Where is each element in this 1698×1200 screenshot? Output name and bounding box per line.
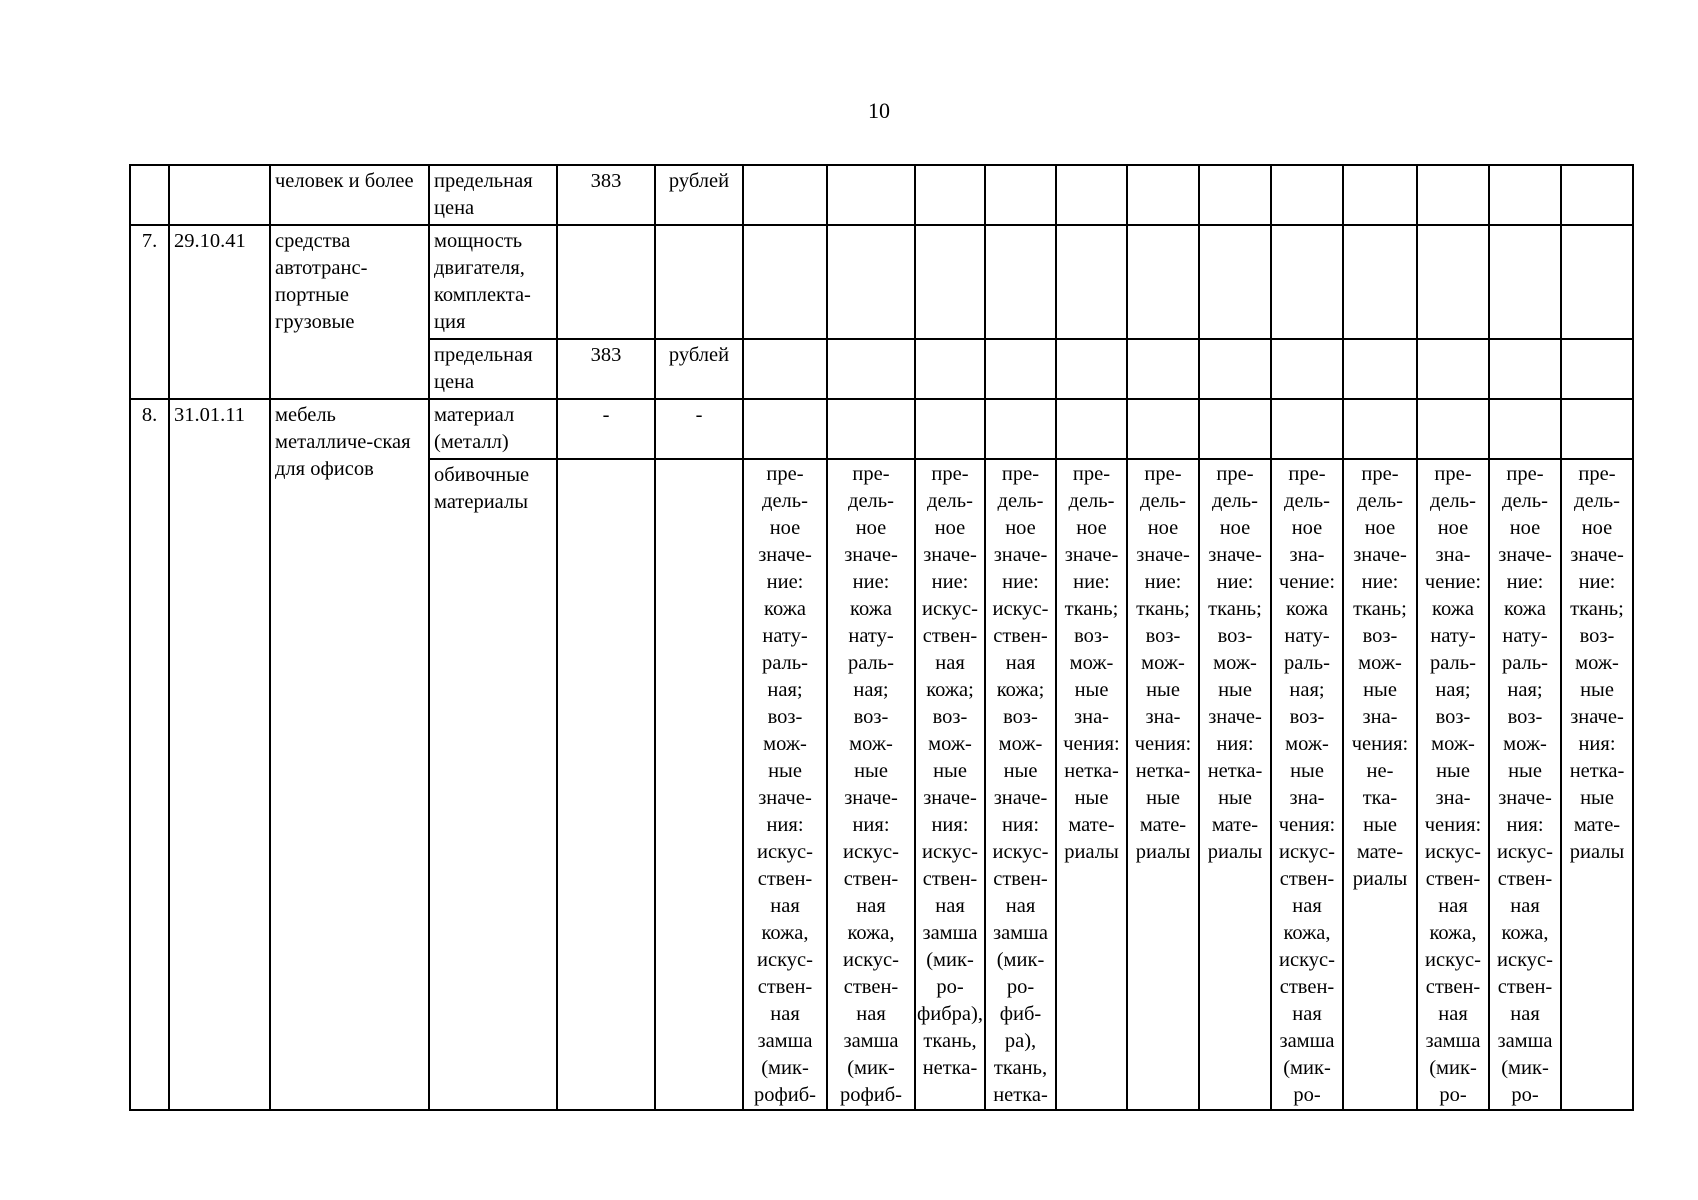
characteristic-cell: обивочные материалы bbox=[429, 459, 557, 1110]
value-cell: пре- дель- ное зна- чение: кожа нату- раль- ная; воз- мож- ные зна- чения: искус- ствен- ная кожа, искус- ствен- ная замша (мик- ро- bbox=[1417, 459, 1489, 1110]
code-cell: 383 bbox=[557, 165, 655, 225]
value-cell bbox=[1561, 399, 1633, 459]
table-row bbox=[130, 399, 1633, 459]
value-cell bbox=[915, 399, 985, 459]
value-cell bbox=[827, 399, 915, 459]
value-cell bbox=[1271, 165, 1343, 225]
code-cell: 383 bbox=[557, 339, 655, 399]
table-row bbox=[130, 225, 1633, 339]
value-cell: пре- дель- ное значе- ние: ткань; воз- мож- ные значе- ния: нетка- ные мате- риалы bbox=[1561, 459, 1633, 1110]
value-cell bbox=[915, 165, 985, 225]
value-cell bbox=[1127, 225, 1199, 339]
specification-table bbox=[129, 164, 1634, 1111]
value-cell bbox=[827, 225, 915, 339]
value-cell bbox=[1056, 399, 1127, 459]
value-cell: пре- дель- ное значе- ние: искус- ствен- ная кожа; воз- мож- ные значе- ния: искус- ствен- ная замша (мик- ро- фибра), ткань, нетка- bbox=[915, 459, 985, 1110]
value-cell bbox=[1489, 165, 1561, 225]
value-cell bbox=[827, 339, 915, 399]
name-cell: средства автотранс-портные грузовые bbox=[270, 225, 429, 399]
value-cell bbox=[1127, 339, 1199, 399]
value-cell bbox=[1343, 165, 1417, 225]
row-num-cell bbox=[130, 165, 169, 225]
value-cell bbox=[743, 399, 827, 459]
okpd-cell: 31.01.11 bbox=[169, 399, 270, 1110]
value-cell bbox=[985, 165, 1056, 225]
value-cell bbox=[827, 165, 915, 225]
value-cell bbox=[1489, 225, 1561, 339]
value-cell: пре- дель- ное значе- ние: кожа нату- раль- ная; воз- мож- ные значе- ния: искус- ствен- ная кожа, искус- ствен- ная замша (мик- ро- bbox=[1489, 459, 1561, 1110]
value-cell: пре- дель- ное зна- чение: кожа нату- раль- ная; воз- мож- ные зна- чения: искус- ствен- ная кожа, искус- ствен- ная замша (мик- ро- bbox=[1271, 459, 1343, 1110]
unit-cell: рублей bbox=[655, 339, 743, 399]
okpd-cell bbox=[169, 165, 270, 225]
unit-cell: - bbox=[655, 399, 743, 459]
value-cell bbox=[1417, 165, 1489, 225]
value-cell: пре- дель- ное значе- ние: кожа нату- раль- ная; воз- мож- ные значе- ния: искус- ствен- ная кожа, искус- ствен- ная замша (мик- рофиб- bbox=[827, 459, 915, 1110]
value-cell bbox=[1561, 339, 1633, 399]
value-cell bbox=[743, 165, 827, 225]
value-cell bbox=[743, 339, 827, 399]
value-cell bbox=[985, 399, 1056, 459]
value-cell bbox=[1489, 399, 1561, 459]
characteristic-cell: предельная цена bbox=[429, 339, 557, 399]
value-cell bbox=[1056, 339, 1127, 399]
name-cell: мебель металличе-ская для офисов bbox=[270, 399, 429, 1110]
unit-cell bbox=[655, 459, 743, 1110]
value-cell: пре- дель- ное значе- ние: ткань; воз- мож- ные зна- чения: нетка- ные мате- риалы bbox=[1127, 459, 1199, 1110]
value-cell bbox=[985, 339, 1056, 399]
value-cell bbox=[1199, 165, 1271, 225]
value-cell: пре- дель- ное значе- ние: ткань; воз- мож- ные зна- чения: нетка- ные мате- риалы bbox=[1056, 459, 1127, 1110]
characteristic-cell: мощность двигателя, комплекта-ция bbox=[429, 225, 557, 339]
row-num-cell: 7. bbox=[130, 225, 169, 399]
value-cell bbox=[1561, 225, 1633, 339]
value-cell bbox=[915, 225, 985, 339]
value-cell bbox=[915, 339, 985, 399]
value-cell bbox=[1199, 339, 1271, 399]
value-cell bbox=[743, 225, 827, 339]
characteristic-cell: материал (металл) bbox=[429, 399, 557, 459]
value-cell bbox=[1127, 165, 1199, 225]
value-cell: пре- дель- ное значе- ние: кожа нату- раль- ная; воз- мож- ные значе- ния: искус- ствен- ная кожа, искус- ствен- ная замша (мик- рофиб- bbox=[743, 459, 827, 1110]
characteristic-cell: предельная цена bbox=[429, 165, 557, 225]
value-cell bbox=[1343, 225, 1417, 339]
value-cell bbox=[1199, 399, 1271, 459]
value-cell bbox=[1417, 225, 1489, 339]
value-cell bbox=[1056, 225, 1127, 339]
value-cell bbox=[1489, 339, 1561, 399]
row-num-cell: 8. bbox=[130, 399, 169, 1110]
value-cell bbox=[1271, 399, 1343, 459]
value-cell: пре- дель- ное значе- ние: ткань; воз- мож- ные зна- чения: не- тка- ные мате- риалы bbox=[1343, 459, 1417, 1110]
name-cell: человек и более bbox=[270, 165, 429, 225]
okpd-cell: 29.10.41 bbox=[169, 225, 270, 399]
value-cell bbox=[1417, 339, 1489, 399]
value-cell: пре- дель- ное значе- ние: искус- ствен- ная кожа; воз- мож- ные значе- ния: искус- ствен- ная замша (мик- ро- фиб- ра), ткань, нетка- bbox=[985, 459, 1056, 1110]
value-cell bbox=[1271, 339, 1343, 399]
value-cell bbox=[985, 225, 1056, 339]
code-cell: - bbox=[557, 399, 655, 459]
value-cell bbox=[1127, 399, 1199, 459]
unit-cell bbox=[655, 225, 743, 339]
unit-cell: рублей bbox=[655, 165, 743, 225]
value-cell bbox=[1056, 165, 1127, 225]
value-cell bbox=[1417, 399, 1489, 459]
code-cell bbox=[557, 459, 655, 1110]
value-cell: пре- дель- ное значе- ние: ткань; воз- мож- ные значе- ния: нетка- ные мате- риалы bbox=[1199, 459, 1271, 1110]
page-number: 10 bbox=[868, 98, 890, 123]
value-cell bbox=[1343, 399, 1417, 459]
value-cell bbox=[1561, 165, 1633, 225]
value-cell bbox=[1271, 225, 1343, 339]
table-row bbox=[130, 165, 1633, 225]
code-cell bbox=[557, 225, 655, 339]
value-cell bbox=[1343, 339, 1417, 399]
value-cell bbox=[1199, 225, 1271, 339]
